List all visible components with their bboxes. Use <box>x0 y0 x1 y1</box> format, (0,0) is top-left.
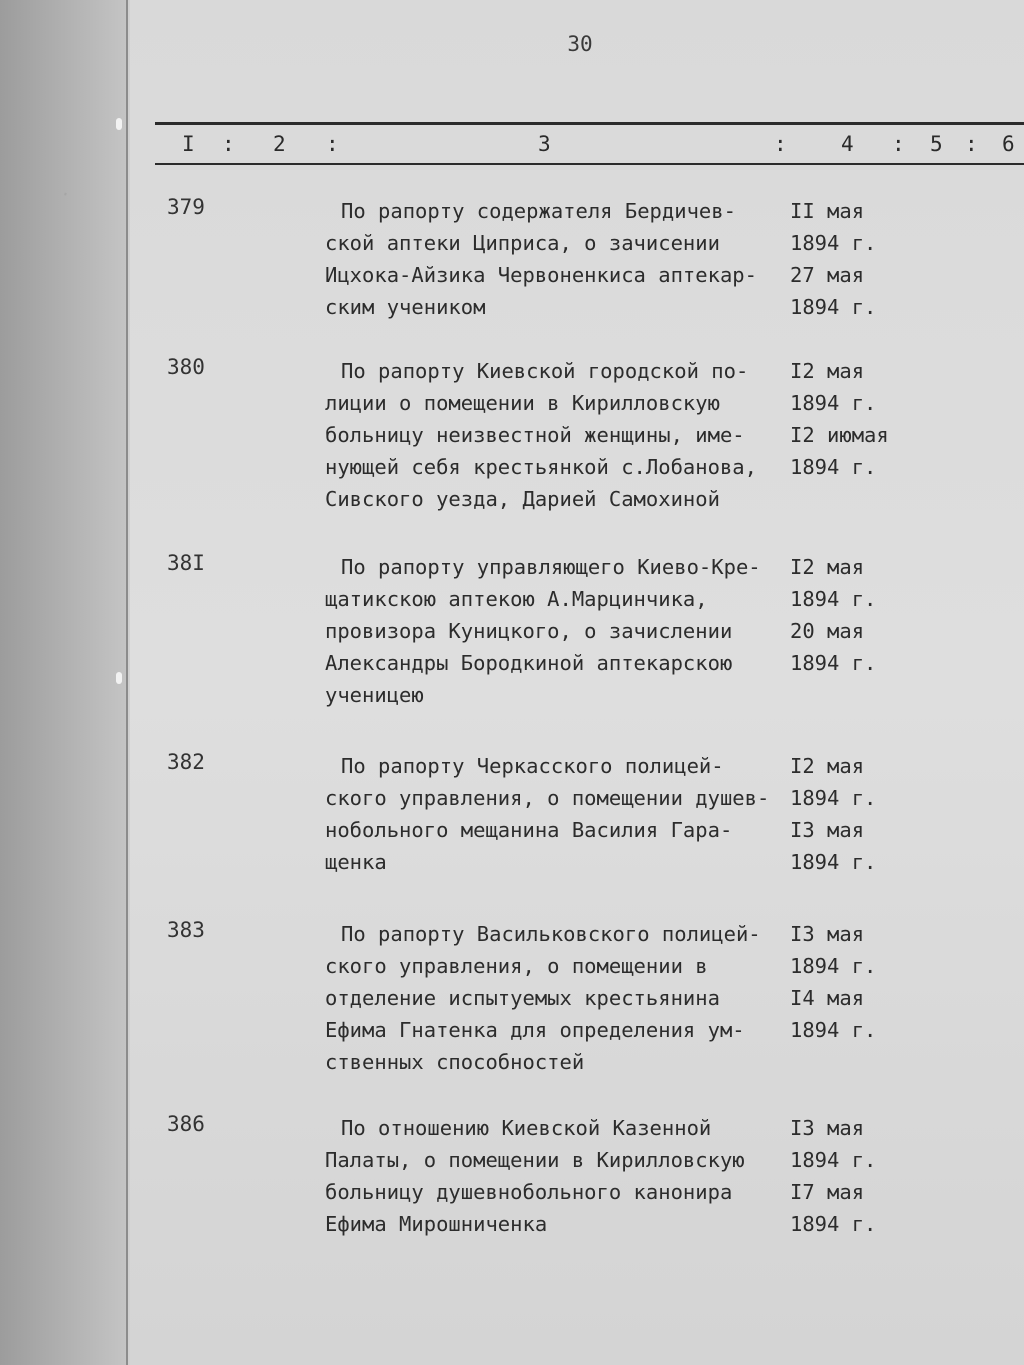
end-year: 1894 г. <box>790 1018 877 1042</box>
column-separator: : <box>892 132 905 156</box>
description-line: отделение испытуемых крестьянина <box>325 986 720 1010</box>
description-line: Александры Бородкиной аптекарскою <box>325 651 733 675</box>
row-description <box>325 551 810 711</box>
row-number: 382 <box>167 750 205 774</box>
description-line: По рапорту управляющего Киево-Кре- <box>341 555 761 579</box>
row-description <box>325 918 810 1078</box>
row-description <box>325 750 810 878</box>
description-line: ственных способностей <box>325 1050 585 1074</box>
description-line: По отношению Киевской Казенной <box>341 1116 712 1140</box>
row-dates <box>790 918 910 1046</box>
column-header-3: 3 <box>538 132 551 156</box>
column-header-1: I <box>182 132 195 156</box>
description-line: По рапорту Киевской городской по- <box>341 359 749 383</box>
row-number: 380 <box>167 355 205 379</box>
row-dates <box>790 355 910 483</box>
end-date: 20 мая <box>790 619 865 643</box>
row-description <box>325 355 810 515</box>
archive-sheet <box>130 0 1024 1365</box>
description-line: больницу неизвестной женщины, име- <box>325 423 745 447</box>
start-date: II мая <box>790 199 865 223</box>
description-line: По рапорту Черкасского полицей- <box>341 754 724 778</box>
header-rule-top <box>155 122 1024 125</box>
row-dates <box>790 195 910 323</box>
row-dates <box>790 551 910 679</box>
column-separator: : <box>326 132 339 156</box>
end-year: 1894 г. <box>790 295 877 319</box>
description-line: По рапорту содержателя Бердичев- <box>341 199 736 223</box>
column-header-6: 6 <box>1002 132 1015 156</box>
header-rule-bottom <box>155 163 1024 165</box>
description-line: Ефима Гнатенка для определения ум- <box>325 1018 745 1042</box>
row-number: 383 <box>167 918 205 942</box>
start-year: 1894 г. <box>790 391 877 415</box>
description-line: нующей себя крестьянкой с.Лобанова, <box>325 455 757 479</box>
column-separator: : <box>222 132 235 156</box>
description-line: лиции о помещении в Кирилловскую <box>325 391 720 415</box>
description-line: ского управления, о помещении душев- <box>325 786 770 810</box>
description-line: провизора Куницкого, о зачислении <box>325 619 733 643</box>
adjacent-page <box>0 0 128 1365</box>
page-number: 30 <box>567 32 593 56</box>
end-year: 1894 г. <box>790 455 877 479</box>
description-line: больницу душевнобольного канонира <box>325 1180 733 1204</box>
row-dates <box>790 1112 910 1240</box>
column-header-5: 5 <box>930 132 943 156</box>
column-header-4: 4 <box>841 132 854 156</box>
end-year: 1894 г. <box>790 1212 877 1236</box>
row-number: 386 <box>167 1112 205 1136</box>
row-number: 38I <box>167 551 205 575</box>
description-line: щенка <box>325 850 387 874</box>
description-line: ским учеником <box>325 295 486 319</box>
description-line: Палаты, о помещении в Кирилловскую <box>325 1148 745 1172</box>
description-line: ской аптеки Циприса, о зачисении <box>325 231 720 255</box>
description-line: ученицею <box>325 683 424 707</box>
column-header-2: 2 <box>273 132 286 156</box>
start-date: I2 мая <box>790 754 865 778</box>
bleed-through-mark: · <box>57 183 74 207</box>
description-line: ского управления, о помещении в <box>325 954 708 978</box>
binding-hole <box>116 118 122 130</box>
row-dates <box>790 750 910 878</box>
start-year: 1894 г. <box>790 786 877 810</box>
column-separator: : <box>774 132 787 156</box>
description-line: Ефима Мирошниченка <box>325 1212 548 1236</box>
start-date: I3 мая <box>790 922 865 946</box>
start-date: I3 мая <box>790 1116 865 1140</box>
end-date: I4 мая <box>790 986 865 1010</box>
description-line: Сивского уезда, Дарией Самохиной <box>325 487 720 511</box>
start-year: 1894 г. <box>790 231 877 255</box>
start-year: 1894 г. <box>790 1148 877 1172</box>
end-date: I7 мая <box>790 1180 865 1204</box>
end-year: 1894 г. <box>790 850 877 874</box>
start-date: I2 мая <box>790 555 865 579</box>
binding-hole <box>116 672 122 684</box>
row-description <box>325 195 810 323</box>
description-line: щатикскою аптекою А.Марцинчика, <box>325 587 708 611</box>
description-line: По рапорту Васильковского полицей- <box>341 922 761 946</box>
end-date: I3 мая <box>790 818 865 842</box>
end-date: I2 июмая <box>790 423 889 447</box>
row-number: 379 <box>167 195 205 219</box>
description-line: Ицхока-Айзика Червоненкиса аптекар- <box>325 263 757 287</box>
end-date: 27 мая <box>790 263 865 287</box>
description-line: нобольного мещанина Василия Гара- <box>325 818 733 842</box>
start-year: 1894 г. <box>790 587 877 611</box>
column-separator: : <box>965 132 978 156</box>
start-date: I2 мая <box>790 359 865 383</box>
row-description <box>325 1112 810 1240</box>
start-year: 1894 г. <box>790 954 877 978</box>
end-year: 1894 г. <box>790 651 877 675</box>
